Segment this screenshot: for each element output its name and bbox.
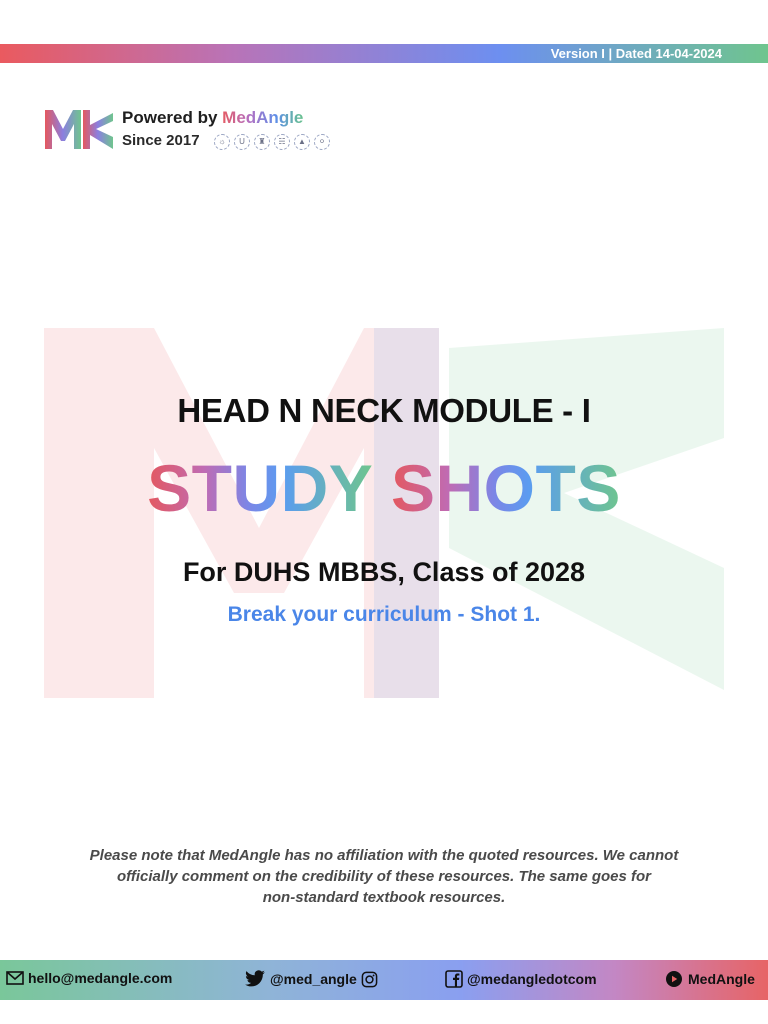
twitter-icon bbox=[244, 970, 266, 988]
youtube-icon bbox=[664, 970, 684, 988]
facebook-icon bbox=[445, 970, 463, 988]
badge-icon: U bbox=[234, 134, 250, 150]
footer-twitter[interactable] bbox=[244, 970, 378, 988]
mail-icon bbox=[6, 971, 24, 985]
main-title bbox=[0, 450, 768, 526]
disclaimer bbox=[40, 845, 728, 908]
powered-by-text bbox=[122, 108, 303, 128]
version-label: Version I | Dated 14-04-2024 bbox=[550, 46, 722, 61]
email-link[interactable]: hello@medangle.com bbox=[28, 970, 173, 986]
footer-email[interactable] bbox=[6, 970, 172, 986]
youtube-channel[interactable]: MedAngle bbox=[688, 971, 755, 987]
partner-badges bbox=[214, 134, 330, 150]
badge-icon: ☼ bbox=[214, 134, 230, 150]
badge-icon: ▲ bbox=[294, 134, 310, 150]
since-text: Since 2017 bbox=[122, 132, 200, 149]
twitter-handle[interactable]: @med_angle bbox=[270, 971, 357, 987]
footer-bar bbox=[0, 960, 768, 1000]
tagline: Break your curriculum - Shot 1. bbox=[227, 603, 541, 626]
disclaimer-line: Please note that MedAngle has no affiliation with the quoted resources. We cannot bbox=[89, 847, 679, 864]
main-title-word-shots: SHOTS bbox=[390, 451, 621, 525]
main-title-word-study: STUDY bbox=[147, 451, 373, 525]
instagram-icon bbox=[361, 971, 378, 988]
badge-icon: ♜ bbox=[254, 134, 270, 150]
top-gradient-bar bbox=[0, 44, 768, 63]
brand-name: MedAngle bbox=[222, 108, 304, 127]
footer-facebook[interactable] bbox=[445, 970, 597, 988]
badge-icon: ⚪ bbox=[314, 134, 330, 150]
medangle-logo-icon bbox=[43, 107, 117, 151]
facebook-handle[interactable]: @medangledotcom bbox=[467, 971, 597, 987]
disclaimer-line: non-standard textbook resources. bbox=[262, 889, 506, 906]
medangle-logo-block bbox=[43, 106, 363, 156]
badge-icon: ☵ bbox=[274, 134, 290, 150]
disclaimer-line: officially comment on the credibility of these resources. The same goes for bbox=[116, 868, 652, 885]
module-title: HEAD N NECK MODULE - I bbox=[177, 392, 591, 429]
powered-prefix: Powered by bbox=[122, 108, 218, 127]
footer-youtube[interactable] bbox=[664, 970, 755, 988]
audience-subtitle: For DUHS MBBS, Class of 2028 bbox=[182, 557, 586, 587]
